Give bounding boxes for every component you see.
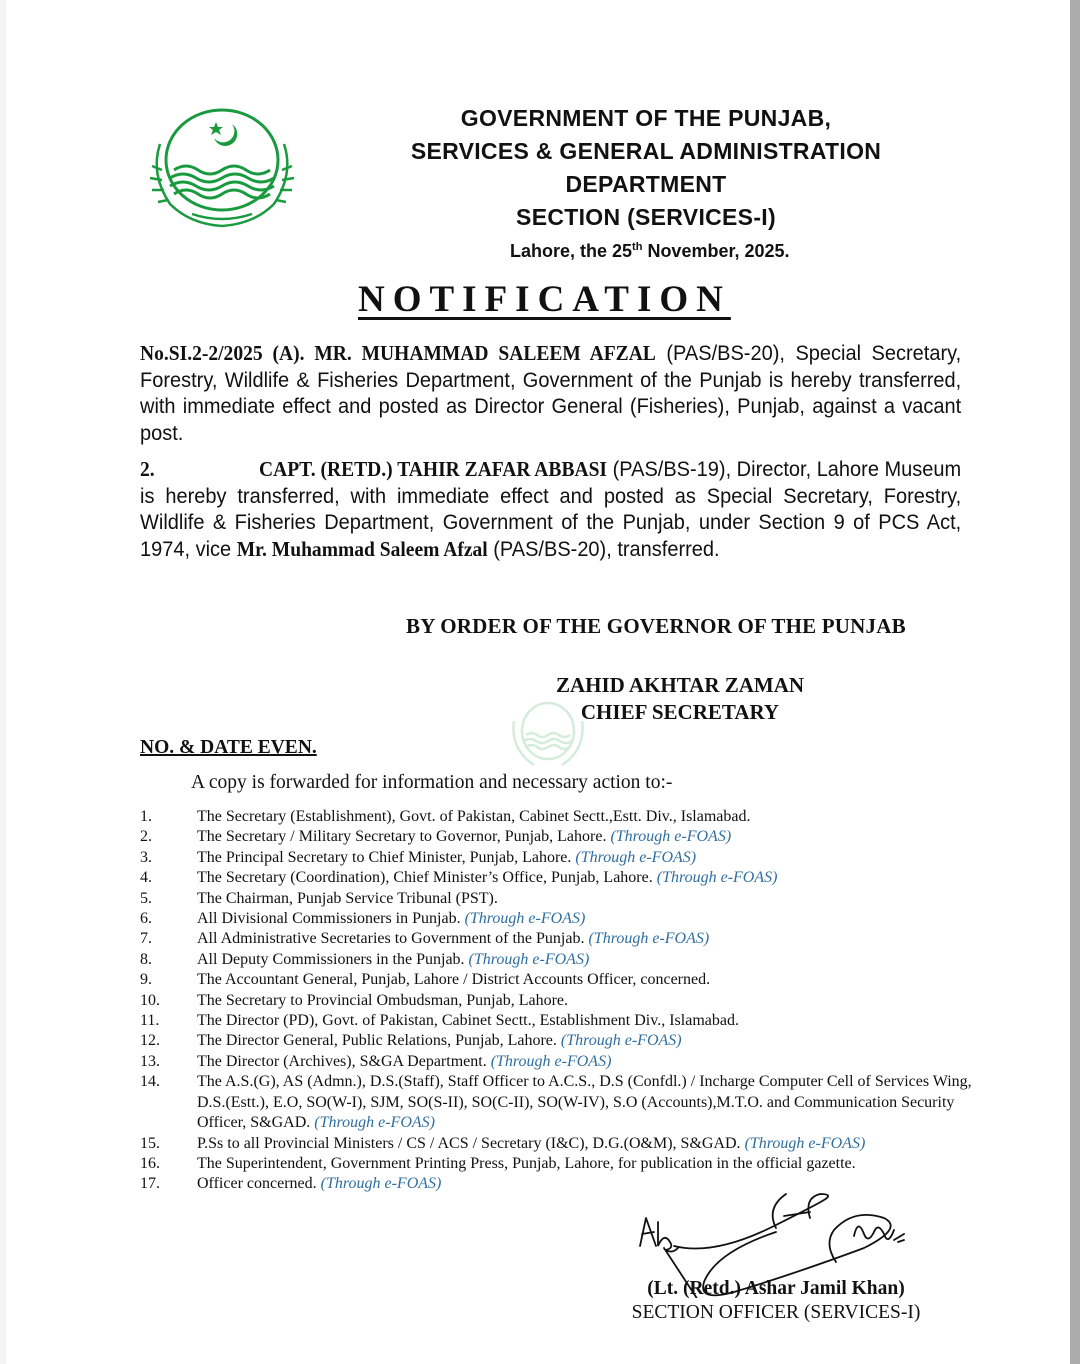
item-number: 12. bbox=[140, 1032, 160, 1050]
item-text: The Accountant General, Punjab, Lahore / District Accounts Officer, concerned. bbox=[197, 971, 711, 989]
chief-secretary-block bbox=[540, 672, 820, 726]
item-text: The A.S.(G), AS (Admn.), D.S.(Staff), Staff Officer to A.C.S., D.S (Confdl.) / Incharge Computer Cell of Services Wing, D.S.(Estt.), E.O, SO(W-I), SJM, SO(S-II), SO(C-II), SO(W-IV), S.O (Accounts),M.T.O. and Communication Security Officer, S&GAD. bbox=[197, 1073, 972, 1132]
item-text: The Secretary / Military Secretary to Governor, Punjab, Lahore. bbox=[197, 828, 611, 846]
item-number: 9. bbox=[140, 971, 152, 989]
notification-date bbox=[510, 241, 790, 262]
via-efoas: (Through e-FOAS) bbox=[610, 828, 732, 846]
notification-number-and-name: No.SI.2-2/2025 (A). MR. MUHAMMAD SALEEM AFZAL bbox=[140, 341, 656, 365]
item-text: All Administrative Secretaries to Government of the Punjab. bbox=[197, 930, 589, 948]
item-number: 10. bbox=[140, 991, 160, 1009]
item-number: 1. bbox=[140, 808, 152, 825]
item-text: The Secretary to Provincial Ombudsman, Punjab, Lahore. bbox=[197, 991, 569, 1009]
item-number: 15. bbox=[140, 1134, 160, 1152]
item-number: 17. bbox=[140, 1175, 160, 1193]
viewer-scrollbar[interactable] bbox=[1070, 0, 1080, 1364]
list-item bbox=[140, 807, 980, 827]
date-prefix: Lahore, the 25 bbox=[510, 241, 633, 261]
via-efoas: (Through e-FOAS) bbox=[320, 1175, 442, 1193]
item-number: 2. bbox=[140, 828, 152, 846]
list-item bbox=[140, 848, 980, 868]
item-text: The Secretary (Establishment), Govt. of Pakistan, Cabinet Sectt.,Estt. Div., Islamabad. bbox=[197, 808, 751, 825]
header-line-4: SECTION (SERVICES-I) bbox=[516, 204, 776, 230]
via-efoas: (Through e-FOAS) bbox=[744, 1134, 866, 1152]
item-number: 13. bbox=[140, 1052, 160, 1070]
officer-name: CAPT. (RETD.) TAHIR ZAFAR ABBASI bbox=[259, 457, 608, 481]
via-efoas: (Through e-FOAS) bbox=[490, 1052, 612, 1070]
item-text: The Director General, Public Relations, Punjab, Lahore. bbox=[197, 1032, 561, 1050]
distribution-list bbox=[140, 807, 980, 1195]
via-efoas: (Through e-FOAS) bbox=[468, 950, 590, 968]
notification-title: NOTIFICATION bbox=[358, 279, 731, 320]
item-number: 6. bbox=[140, 910, 152, 928]
signatory-name: ZAHID AKHTAR ZAMAN bbox=[555, 673, 805, 697]
item-number: 14. bbox=[140, 1073, 160, 1091]
list-item bbox=[140, 929, 980, 949]
via-efoas: (Through e-FOAS) bbox=[314, 1114, 435, 1132]
list-item bbox=[140, 991, 980, 1011]
copy-forwarded-line: A copy is forwarded for information and necessary action to:- bbox=[191, 772, 673, 793]
paragraph-2 bbox=[140, 456, 961, 562]
item-text: P.Ss to all Provincial Ministers / CS / ACS / Secretary (I&C), D.G.(O&M), S&GAD. bbox=[197, 1134, 745, 1152]
via-efoas: (Through e-FOAS) bbox=[588, 930, 710, 948]
paragraph-2-text: (PAS/BS-19), Director, Lahore Museum is hereby transferred, with immediate effect and posted as Special Secretary, Forestry, Wildlife & Fisheries Department, Government of the Punjab, under Section 9 of PCS Act, 1974, vice bbox=[140, 457, 962, 561]
list-item bbox=[140, 970, 980, 990]
item-number: 4. bbox=[140, 869, 152, 887]
paragraph-number: 2. bbox=[140, 457, 155, 481]
punjab-government-emblem-icon bbox=[136, 104, 308, 232]
header-line-2: SERVICES & GENERAL ADMINISTRATION bbox=[410, 138, 882, 164]
paragraph-2-text-end: (PAS/BS-20), transferred. bbox=[487, 536, 720, 561]
list-item bbox=[140, 1052, 980, 1072]
via-efoas: (Through e-FOAS) bbox=[560, 1032, 682, 1050]
item-number: 7. bbox=[140, 930, 152, 948]
list-item bbox=[140, 909, 980, 929]
list-item bbox=[140, 1134, 980, 1154]
item-text: The Director (PD), Govt. of Pakistan, Cabinet Sectt., Establishment Div., Islamabad. bbox=[197, 1012, 739, 1030]
header-line-1: GOVERNMENT OF THE PUNJAB, bbox=[460, 105, 832, 131]
item-number: 5. bbox=[140, 889, 152, 907]
date-suffix: November, 2025. bbox=[642, 241, 790, 261]
item-number: 8. bbox=[140, 950, 152, 968]
list-item bbox=[140, 1031, 980, 1051]
list-item bbox=[140, 868, 980, 888]
list-item bbox=[140, 1072, 980, 1133]
by-order-line: BY ORDER OF THE GOVERNOR OF THE PUNJAB bbox=[406, 614, 906, 638]
via-efoas: (Through e-FOAS) bbox=[464, 910, 586, 928]
item-number: 16. bbox=[140, 1154, 160, 1172]
list-item bbox=[140, 1011, 980, 1031]
via-efoas: (Through e-FOAS) bbox=[575, 848, 697, 866]
list-item bbox=[140, 950, 980, 970]
vice-officer-name: Mr. Muhammad Saleem Afzal bbox=[236, 536, 488, 561]
viewer-left-edge bbox=[0, 0, 6, 1364]
item-number: 3. bbox=[140, 848, 152, 866]
paragraph-1-text: (PAS/BS-20), Special Secretary, Forestry, Wildlife & Fisheries Department, Government of the Punjab is hereby transferred, with immediate effect and posted as Director General (Fisheries), Punjab, against a vacant post. bbox=[140, 341, 962, 445]
no-and-date-even: NO. & DATE EVEN. bbox=[140, 737, 317, 758]
item-text: The Superintendent, Government Printing Press, Punjab, Lahore, for publication in the official gazette. bbox=[197, 1154, 856, 1172]
item-text: All Deputy Commissioners in the Punjab. bbox=[197, 950, 469, 968]
item-text: The Director (Archives), S&GA Department. bbox=[197, 1052, 491, 1070]
item-text: Officer concerned. bbox=[197, 1175, 321, 1193]
section-officer-block bbox=[616, 1277, 936, 1325]
section-officer-name: (Lt. (Retd.) Ashar Jamil Khan) bbox=[647, 1278, 905, 1299]
item-number: 11. bbox=[140, 1012, 160, 1030]
list-item bbox=[140, 827, 980, 847]
item-text: The Secretary (Coordination), Chief Minister’s Office, Punjab, Lahore. bbox=[197, 869, 657, 887]
header-line-3: DEPARTMENT bbox=[565, 171, 727, 197]
item-text: All Divisional Commissioners in Punjab. bbox=[197, 910, 465, 928]
department-header bbox=[380, 102, 912, 234]
date-ordinal: th bbox=[632, 241, 643, 253]
paragraph-1 bbox=[140, 340, 961, 446]
item-text: The Chairman, Punjab Service Tribunal (PST). bbox=[197, 889, 498, 907]
section-officer-designation: SECTION OFFICER (SERVICES-I) bbox=[631, 1302, 921, 1323]
item-text: The Principal Secretary to Chief Minister, Punjab, Lahore. bbox=[197, 848, 576, 866]
via-efoas: (Through e-FOAS) bbox=[656, 869, 778, 887]
signatory-designation: CHIEF SECRETARY bbox=[580, 700, 780, 724]
list-item bbox=[140, 1154, 980, 1174]
list-item bbox=[140, 889, 980, 909]
